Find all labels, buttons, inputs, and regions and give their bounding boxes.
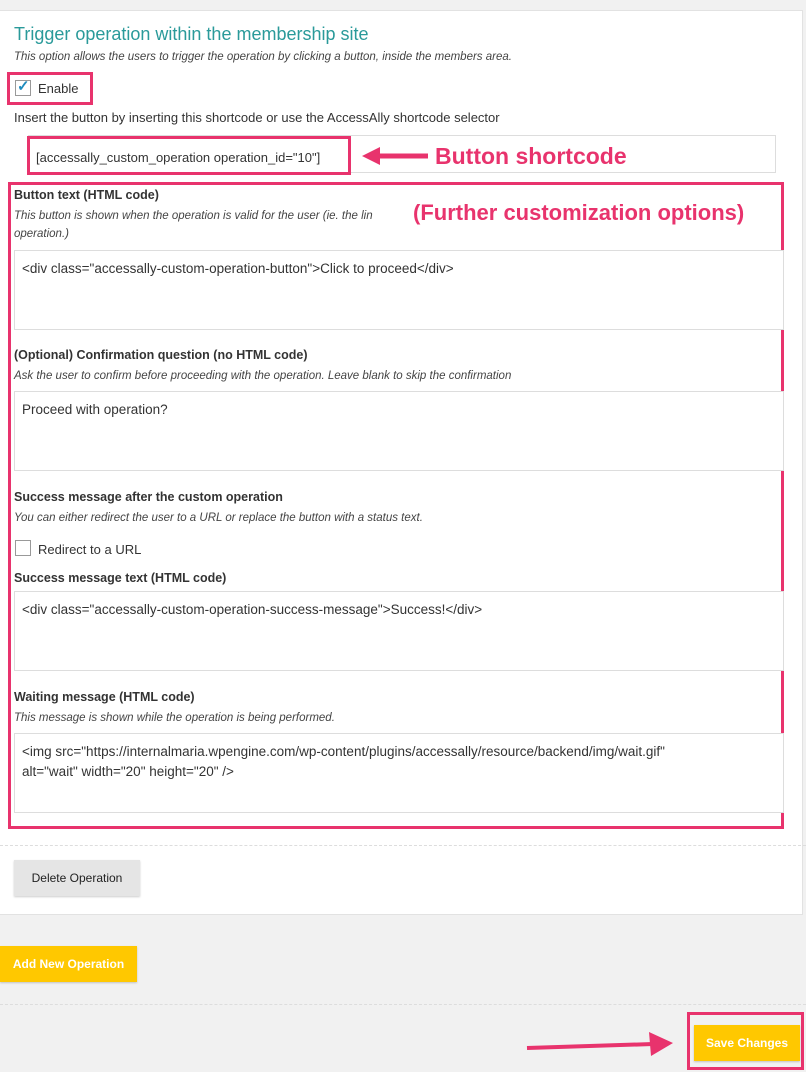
confirmation-textarea[interactable]: Proceed with operation? bbox=[14, 391, 784, 471]
waiting-description: This message is shown while the operation is being performed. bbox=[14, 712, 335, 724]
button-text-label: Button text (HTML code) bbox=[14, 188, 159, 202]
success-description: You can either redirect the user to a URL or replace the button with a status text. bbox=[14, 512, 423, 524]
shortcode-highlight bbox=[27, 136, 351, 175]
section-title: Trigger operation within the membership site bbox=[14, 24, 369, 44]
success-text-label: Success message text (HTML code) bbox=[14, 571, 227, 585]
divider bbox=[0, 1004, 806, 1005]
shortcode-annotation: Button shortcode bbox=[435, 143, 627, 169]
customization-annotation: (Further customization options) bbox=[413, 200, 745, 225]
add-new-operation-button[interactable]: Add New Operation bbox=[0, 946, 137, 982]
enable-highlight bbox=[7, 72, 93, 105]
arrow-right-icon bbox=[525, 1032, 675, 1056]
arrow-left-icon bbox=[360, 145, 430, 167]
shortcode-text: [accessally_custom_operation operation_id="10"] bbox=[36, 150, 321, 165]
confirmation-description: Ask the user to confirm before proceeding with the operation. Leave blank to skip the confirmation bbox=[14, 370, 512, 382]
success-label: Success message after the custom operation bbox=[14, 490, 283, 504]
section-description: This option allows the users to trigger the operation by clicking a button, inside the members area. bbox=[14, 51, 512, 63]
button-text-description-end: operation.) bbox=[14, 228, 69, 240]
button-text-textarea[interactable]: <div class="accessally-custom-operation-button">Click to proceed</div> bbox=[14, 250, 784, 330]
success-textarea[interactable]: <div class="accessally-custom-operation-success-message">Success!</div> bbox=[14, 591, 784, 671]
insert-hint: Insert the button by inserting this shortcode or use the AccessAlly shortcode selector bbox=[14, 110, 500, 125]
divider bbox=[0, 845, 806, 846]
save-changes-button[interactable]: Save Changes bbox=[694, 1025, 800, 1061]
waiting-textarea[interactable]: <img src="https://internalmaria.wpengine.com/wp-content/plugins/accessally/resource/backend/img/wait.gif" alt="wait" width="20" height="20" /> bbox=[14, 733, 784, 813]
button-text-description: This button is shown when the operation is valid for the user (ie. the lin bbox=[14, 210, 373, 222]
confirmation-label: (Optional) Confirmation question (no HTML code) bbox=[14, 348, 308, 362]
checkmark-icon: ✓ bbox=[17, 78, 30, 95]
redirect-label: Redirect to a URL bbox=[38, 542, 142, 557]
delete-operation-button[interactable]: Delete Operation bbox=[14, 860, 140, 896]
waiting-label: Waiting message (HTML code) bbox=[14, 690, 195, 704]
enable-label: Enable bbox=[38, 81, 79, 96]
redirect-checkbox[interactable] bbox=[15, 540, 31, 556]
